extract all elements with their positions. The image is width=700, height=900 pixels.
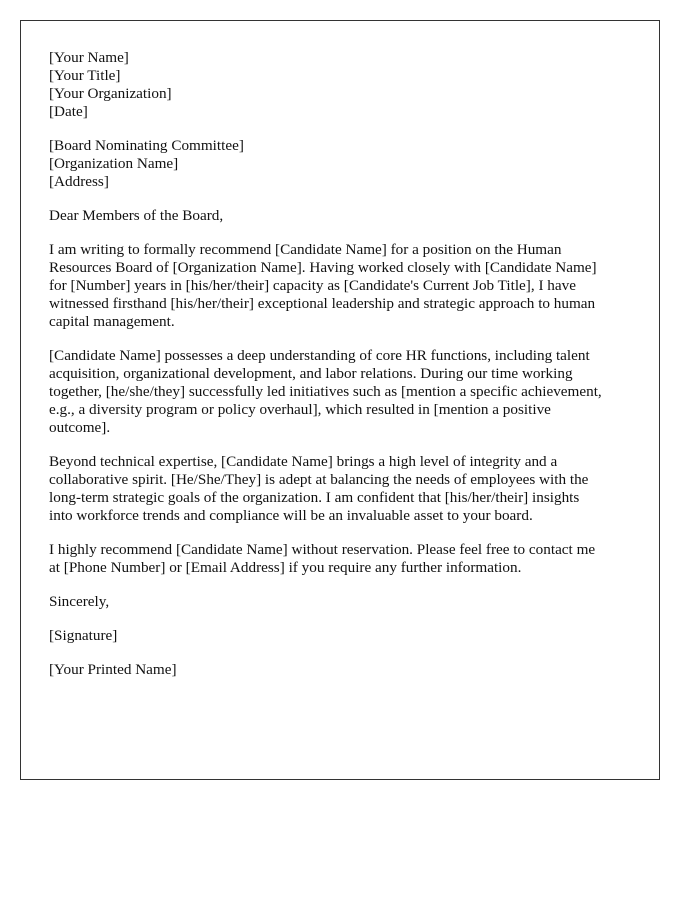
sender-title: [Your Title] — [49, 67, 121, 84]
sender-name: [Your Name] — [49, 49, 129, 66]
recipient-address: [Address] — [49, 173, 109, 190]
paragraph-line: collaborative spirit. [He/She/They] is adept at balancing the needs of employees with the — [49, 471, 589, 488]
body-paragraph-2 — [49, 347, 639, 437]
paragraph-line: long-term strategic goals of the organization. I am confident that [his/her/their] insights — [49, 489, 580, 506]
paragraph-line: together, [he/she/they] successfully led initiatives such as [mention a specific achievement, — [49, 383, 602, 400]
paragraph-line: Resources Board of [Organization Name]. Having worked closely with [Candidate Name] — [49, 259, 597, 276]
closing: Sincerely, — [49, 593, 110, 610]
signature: [Signature] — [49, 627, 118, 644]
paragraph-line: into workforce trends and compliance will be an invaluable asset to your board. — [49, 507, 533, 524]
paragraph-line: e.g., a diversity program or policy overhaul], which resulted in [mention a positive — [49, 401, 551, 418]
paragraph-line: for [Number] years in [his/her/their] capacity as [Candidate's Current Job Title], I have — [49, 277, 576, 294]
recipient-block — [49, 137, 639, 191]
paragraph-line: Beyond technical expertise, [Candidate Name] brings a high level of integrity and a — [49, 453, 558, 470]
letter-content — [49, 49, 639, 695]
paragraph-line: witnessed firsthand [his/her/their] exceptional leadership and strategic approach to human — [49, 295, 596, 312]
paragraph-line: I am writing to formally recommend [Candidate Name] for a position on the Human — [49, 241, 562, 258]
sender-organization: [Your Organization] — [49, 85, 172, 102]
salutation: Dear Members of the Board, — [49, 207, 224, 224]
letter-date: [Date] — [49, 103, 88, 120]
printed-name: [Your Printed Name] — [49, 661, 177, 678]
sender-block — [49, 49, 639, 121]
letter-page — [20, 20, 660, 780]
body-paragraph-1 — [49, 241, 639, 331]
recipient-committee: [Board Nominating Committee] — [49, 137, 244, 154]
paragraph-line: [Candidate Name] possesses a deep understanding of core HR functions, including talent — [49, 347, 590, 364]
recipient-organization: [Organization Name] — [49, 155, 179, 172]
paragraph-line: acquisition, organizational development, and labor relations. During our time working — [49, 365, 573, 382]
body-paragraph-3 — [49, 453, 639, 525]
paragraph-line: I highly recommend [Candidate Name] without reservation. Please feel free to contact me — [49, 541, 596, 558]
body-paragraph-4 — [49, 541, 639, 577]
paragraph-line: outcome]. — [49, 419, 111, 436]
paragraph-line: at [Phone Number] or [Email Address] if you require any further information. — [49, 559, 522, 576]
paragraph-line: capital management. — [49, 313, 175, 330]
